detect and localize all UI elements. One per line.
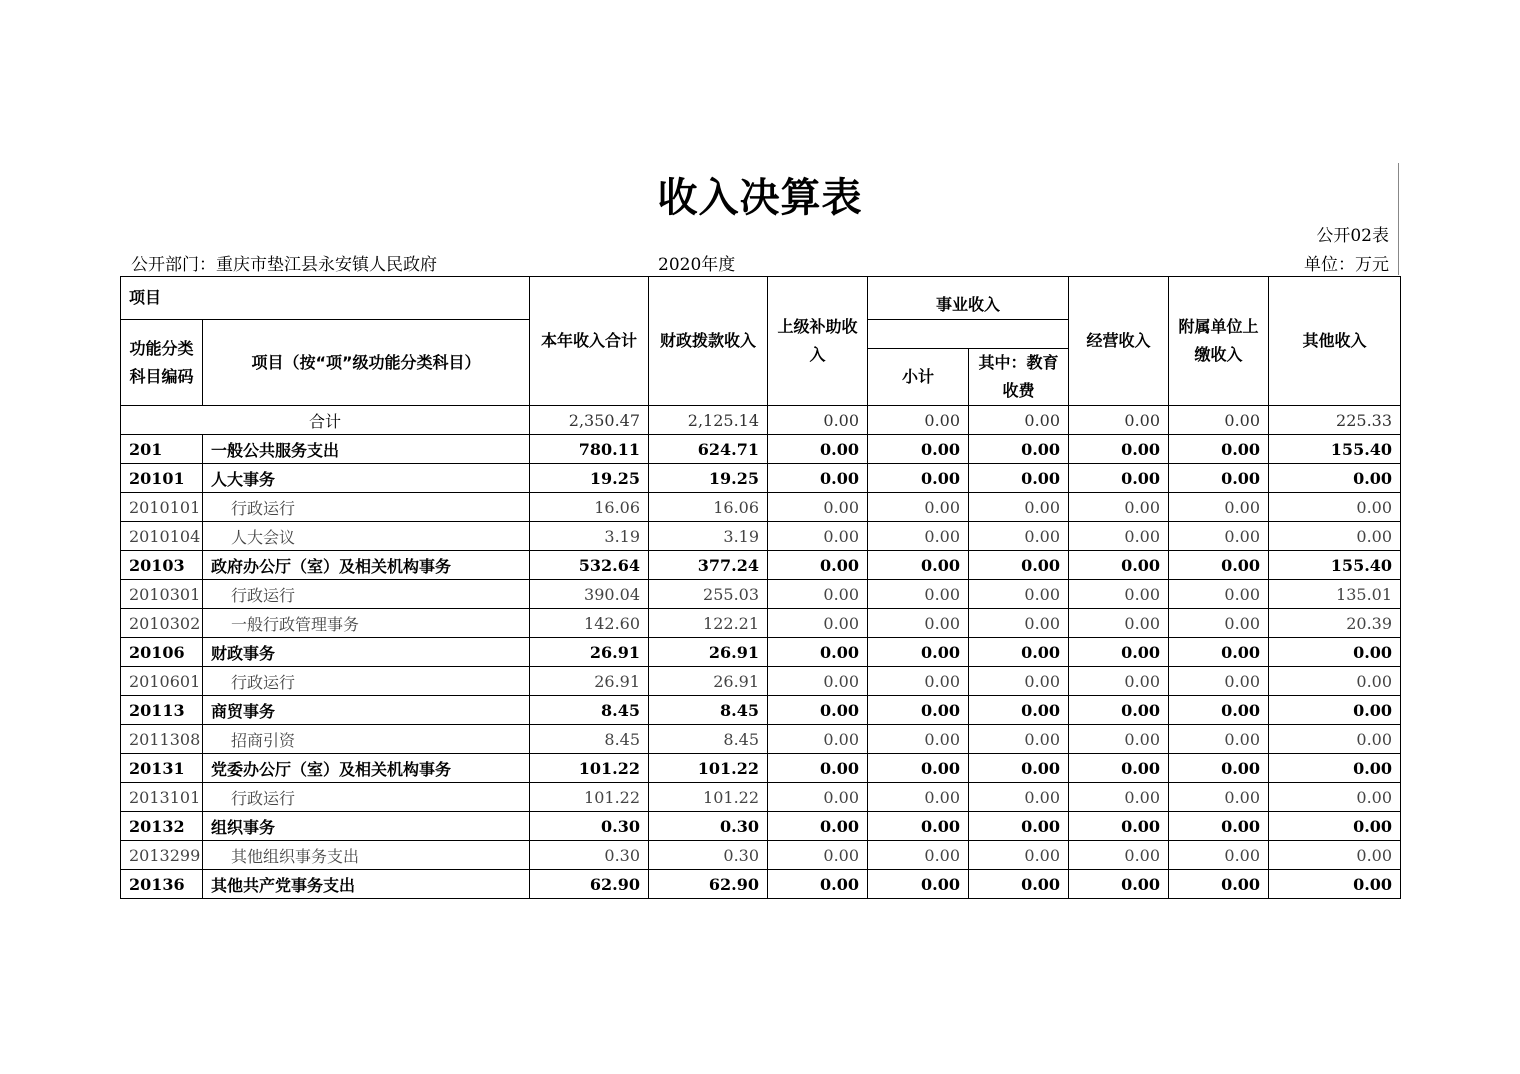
- row-value: 0.00: [868, 696, 969, 725]
- row-value: 0.30: [530, 812, 649, 841]
- total-value: 0.00: [768, 406, 868, 435]
- table-row: [121, 522, 1401, 551]
- row-value: 0.00: [969, 812, 1069, 841]
- row-value: 26.91: [530, 667, 649, 696]
- row-value: 0.00: [969, 580, 1069, 609]
- row-value: 0.00: [768, 609, 868, 638]
- header-item-name: 项目（按“项”级功能分类科目）: [203, 320, 530, 406]
- row-value: 0.00: [768, 638, 868, 667]
- row-code: 20101: [121, 464, 203, 493]
- row-name: 行政运行: [203, 783, 530, 812]
- total-value: 225.33: [1269, 406, 1401, 435]
- row-value: 0.30: [530, 841, 649, 870]
- row-name: 人大会议: [203, 522, 530, 551]
- row-value: 0.00: [969, 783, 1069, 812]
- row-value: 0.00: [1069, 464, 1169, 493]
- row-value: 0.00: [1169, 580, 1269, 609]
- row-value: 0.00: [1169, 493, 1269, 522]
- row-value: 0.00: [768, 551, 868, 580]
- row-name: 行政运行: [203, 493, 530, 522]
- row-code: 2011308: [121, 725, 203, 754]
- row-value: 0.00: [768, 696, 868, 725]
- row-value: 0.00: [768, 667, 868, 696]
- row-value: 0.00: [969, 522, 1069, 551]
- row-value: 0.00: [1169, 870, 1269, 899]
- row-value: 101.22: [530, 783, 649, 812]
- row-value: 0.00: [1069, 551, 1169, 580]
- row-code: 2010104: [121, 522, 203, 551]
- total-value: 2,350.47: [530, 406, 649, 435]
- row-value: 101.22: [649, 783, 768, 812]
- total-row: [121, 406, 1401, 435]
- table-row: [121, 551, 1401, 580]
- row-value: 0.00: [969, 725, 1069, 754]
- row-value: 0.00: [868, 522, 969, 551]
- row-value: 0.00: [768, 754, 868, 783]
- row-value: 0.00: [1069, 580, 1169, 609]
- row-value: 8.45: [530, 696, 649, 725]
- row-value: 0.00: [1069, 725, 1169, 754]
- row-value: 3.19: [530, 522, 649, 551]
- row-value: 0.00: [768, 522, 868, 551]
- header-business-income: 事业收入: [868, 277, 1069, 320]
- row-value: 0.00: [969, 638, 1069, 667]
- row-value: 0.00: [768, 841, 868, 870]
- row-value: 155.40: [1269, 435, 1401, 464]
- row-value: 0.00: [768, 493, 868, 522]
- income-table: [120, 276, 1401, 899]
- row-value: 62.90: [649, 870, 768, 899]
- row-value: 0.00: [868, 435, 969, 464]
- row-code: 20113: [121, 696, 203, 725]
- row-value: 0.00: [1069, 696, 1169, 725]
- row-value: 0.00: [1069, 638, 1169, 667]
- row-code: 2010101: [121, 493, 203, 522]
- row-value: 0.00: [1069, 522, 1169, 551]
- total-value: 0.00: [868, 406, 969, 435]
- row-value: 26.91: [649, 667, 768, 696]
- row-value: 0.00: [1169, 609, 1269, 638]
- row-name: 一般公共服务支出: [203, 435, 530, 464]
- row-value: 0.00: [768, 725, 868, 754]
- row-value: 0.00: [1069, 812, 1169, 841]
- row-value: 0.00: [768, 435, 868, 464]
- table-row: [121, 841, 1401, 870]
- form-number: 公开02表: [1316, 226, 1389, 246]
- row-name: 行政运行: [203, 580, 530, 609]
- total-value: 0.00: [969, 406, 1069, 435]
- total-value: 0.00: [1169, 406, 1269, 435]
- row-value: 101.22: [530, 754, 649, 783]
- row-value: 0.00: [1269, 522, 1401, 551]
- row-value: 0.00: [868, 783, 969, 812]
- row-name: 财政事务: [203, 638, 530, 667]
- row-value: 0.00: [868, 754, 969, 783]
- row-value: 0.00: [969, 551, 1069, 580]
- row-value: 0.00: [868, 638, 969, 667]
- header-other: 其他收入: [1269, 277, 1401, 406]
- row-value: 62.90: [530, 870, 649, 899]
- row-value: 0.00: [969, 493, 1069, 522]
- row-value: 0.00: [969, 464, 1069, 493]
- row-value: 0.00: [969, 841, 1069, 870]
- header-total-income: 本年收入合计: [530, 277, 649, 406]
- row-value: 0.00: [1069, 754, 1169, 783]
- row-value: 0.00: [1069, 493, 1169, 522]
- row-value: 0.00: [1269, 667, 1401, 696]
- total-value: 2,125.14: [649, 406, 768, 435]
- row-value: 0.00: [868, 870, 969, 899]
- row-value: 16.06: [530, 493, 649, 522]
- table-row: [121, 638, 1401, 667]
- row-value: 20.39: [1269, 609, 1401, 638]
- total-value: 0.00: [1069, 406, 1169, 435]
- page-title: 收入决算表: [657, 175, 863, 221]
- row-value: 0.00: [1169, 841, 1269, 870]
- row-value: 0.00: [1069, 783, 1169, 812]
- row-value: 8.45: [649, 725, 768, 754]
- table-body: [121, 406, 1401, 899]
- row-value: 0.00: [1269, 638, 1401, 667]
- row-value: 122.21: [649, 609, 768, 638]
- table-row: [121, 493, 1401, 522]
- row-value: 0.00: [768, 870, 868, 899]
- header-business-spacer: [868, 320, 1069, 349]
- row-value: 0.00: [868, 841, 969, 870]
- row-name: 行政运行: [203, 667, 530, 696]
- row-value: 532.64: [530, 551, 649, 580]
- row-value: 0.00: [1069, 435, 1169, 464]
- row-value: 0.00: [1169, 551, 1269, 580]
- row-value: 0.00: [1269, 464, 1401, 493]
- table-row: [121, 696, 1401, 725]
- total-label: 合计: [121, 406, 530, 435]
- row-value: 0.00: [868, 725, 969, 754]
- table-row: [121, 754, 1401, 783]
- row-code: 2010301: [121, 580, 203, 609]
- table-row: [121, 435, 1401, 464]
- row-value: 155.40: [1269, 551, 1401, 580]
- row-value: 0.00: [1269, 754, 1401, 783]
- table-row: [121, 609, 1401, 638]
- row-value: 0.00: [868, 609, 969, 638]
- row-value: 0.30: [649, 841, 768, 870]
- row-name: 人大事务: [203, 464, 530, 493]
- row-code: 201: [121, 435, 203, 464]
- row-code: 2010302: [121, 609, 203, 638]
- row-value: 0.00: [868, 667, 969, 696]
- row-name: 商贸事务: [203, 696, 530, 725]
- row-value: 0.00: [1069, 609, 1169, 638]
- row-value: 0.00: [1069, 841, 1169, 870]
- header-subtotal: 小计: [868, 349, 969, 406]
- row-value: 0.00: [868, 812, 969, 841]
- row-value: 101.22: [649, 754, 768, 783]
- row-value: 0.00: [1269, 812, 1401, 841]
- header-project: 项目: [121, 277, 530, 320]
- row-code: 2013299: [121, 841, 203, 870]
- row-value: 0.00: [768, 783, 868, 812]
- row-value: 0.00: [969, 609, 1069, 638]
- row-value: 0.00: [969, 870, 1069, 899]
- header-edu-fee: 其中：教育收费: [969, 349, 1069, 406]
- table-row: [121, 667, 1401, 696]
- row-value: 0.00: [1169, 725, 1269, 754]
- row-code: 2010601: [121, 667, 203, 696]
- row-value: 0.00: [1269, 841, 1401, 870]
- row-value: 142.60: [530, 609, 649, 638]
- department-label: 公开部门：重庆市垫江县永安镇人民政府: [131, 255, 437, 275]
- row-value: 0.00: [1169, 812, 1269, 841]
- row-value: 0.00: [768, 812, 868, 841]
- row-value: 0.00: [1269, 493, 1401, 522]
- row-code: 20132: [121, 812, 203, 841]
- row-value: 0.30: [649, 812, 768, 841]
- row-value: 26.91: [649, 638, 768, 667]
- row-value: 16.06: [649, 493, 768, 522]
- row-value: 8.45: [649, 696, 768, 725]
- table-row: [121, 725, 1401, 754]
- row-value: 0.00: [969, 696, 1069, 725]
- header-operating: 经营收入: [1069, 277, 1169, 406]
- row-value: 0.00: [1169, 522, 1269, 551]
- table-row: [121, 464, 1401, 493]
- row-code: 20103: [121, 551, 203, 580]
- row-value: 0.00: [969, 754, 1069, 783]
- header-affiliated: 附属单位上缴收入: [1169, 277, 1269, 406]
- row-name: 其他共产党事务支出: [203, 870, 530, 899]
- row-name: 一般行政管理事务: [203, 609, 530, 638]
- row-value: 0.00: [1169, 464, 1269, 493]
- fiscal-year: 2020年度: [658, 255, 736, 275]
- row-value: 135.01: [1269, 580, 1401, 609]
- row-value: 19.25: [530, 464, 649, 493]
- row-name: 党委办公厅（室）及相关机构事务: [203, 754, 530, 783]
- row-value: 0.00: [1069, 667, 1169, 696]
- row-value: 0.00: [1169, 667, 1269, 696]
- row-name: 组织事务: [203, 812, 530, 841]
- row-name: 招商引资: [203, 725, 530, 754]
- table-row: [121, 580, 1401, 609]
- row-value: 0.00: [1169, 696, 1269, 725]
- row-value: 0.00: [768, 464, 868, 493]
- row-value: 0.00: [1169, 783, 1269, 812]
- row-value: 780.11: [530, 435, 649, 464]
- row-value: 0.00: [1269, 870, 1401, 899]
- row-value: 0.00: [969, 435, 1069, 464]
- row-code: 20106: [121, 638, 203, 667]
- row-value: 255.03: [649, 580, 768, 609]
- row-name: 其他组织事务支出: [203, 841, 530, 870]
- row-value: 0.00: [1069, 870, 1169, 899]
- row-value: 0.00: [868, 493, 969, 522]
- row-value: 377.24: [649, 551, 768, 580]
- row-code: 20136: [121, 870, 203, 899]
- row-value: 0.00: [868, 551, 969, 580]
- row-name: 政府办公厅（室）及相关机构事务: [203, 551, 530, 580]
- row-value: 26.91: [530, 638, 649, 667]
- row-code: 2013101: [121, 783, 203, 812]
- row-value: 0.00: [1269, 725, 1401, 754]
- row-value: 0.00: [868, 464, 969, 493]
- unit-label: 单位：万元: [1304, 255, 1389, 275]
- table-row: [121, 812, 1401, 841]
- header-func-code: 功能分类科目编码: [121, 320, 203, 406]
- row-value: 0.00: [969, 667, 1069, 696]
- row-value: 19.25: [649, 464, 768, 493]
- table-row: [121, 783, 1401, 812]
- row-value: 0.00: [1169, 754, 1269, 783]
- table-row: [121, 870, 1401, 899]
- row-code: 20131: [121, 754, 203, 783]
- row-value: 390.04: [530, 580, 649, 609]
- row-value: 0.00: [1169, 638, 1269, 667]
- row-value: 0.00: [1169, 435, 1269, 464]
- header-fiscal: 财政拨款收入: [649, 277, 768, 406]
- row-value: 3.19: [649, 522, 768, 551]
- row-value: 0.00: [1269, 696, 1401, 725]
- row-value: 0.00: [1269, 783, 1401, 812]
- header-superior-subsidy: 上级补助收入: [768, 277, 868, 406]
- row-value: 0.00: [868, 580, 969, 609]
- row-value: 0.00: [768, 580, 868, 609]
- row-value: 624.71: [649, 435, 768, 464]
- row-value: 8.45: [530, 725, 649, 754]
